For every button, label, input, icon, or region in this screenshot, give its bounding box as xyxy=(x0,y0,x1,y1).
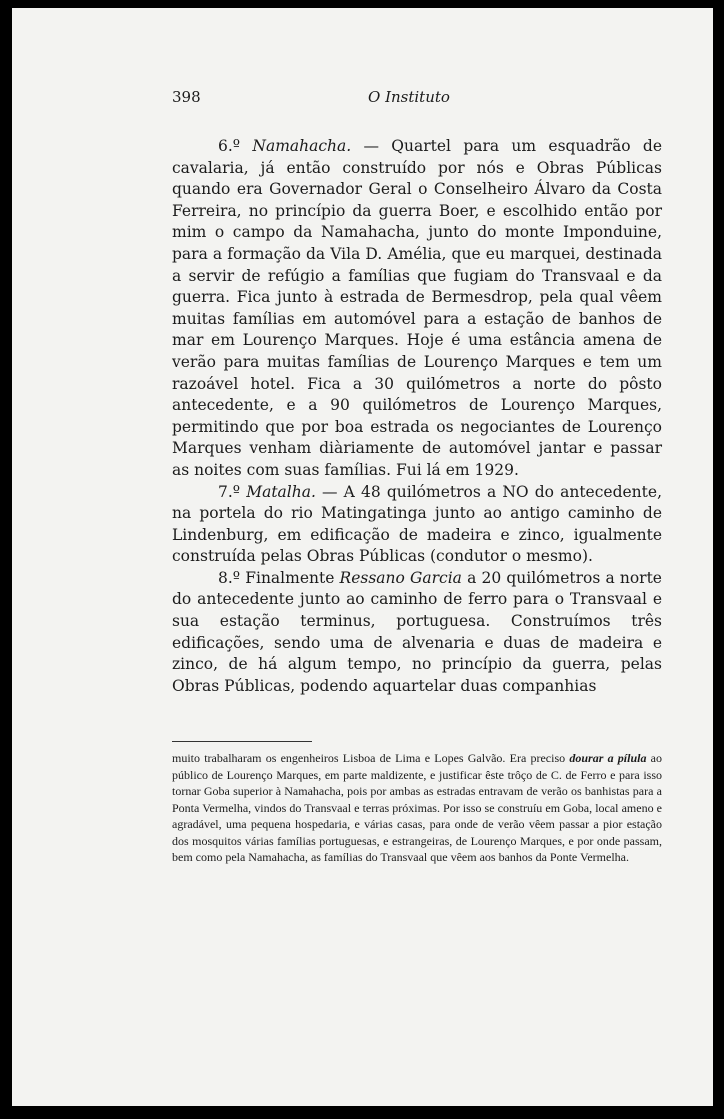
place-name: Matalha. xyxy=(246,482,316,501)
footnote-emphasis: dourar a pílula xyxy=(569,751,647,765)
main-text xyxy=(172,136,662,697)
item-number: 8.º xyxy=(218,568,241,587)
paragraph-6 xyxy=(172,136,662,482)
running-title: O Instituto xyxy=(368,88,450,106)
paragraph-text: — A 48 quilómetros a NO do antecedente, na portela do rio Matingatinga junto ao antigo caminho de Lindenburg, em edificação de madeira e zinco, igualmente construída pelas Obras Públicas (condutor o mesmo). xyxy=(172,482,662,566)
book-page xyxy=(12,8,713,1106)
paragraph-7 xyxy=(172,482,662,568)
item-number: 6.º xyxy=(218,137,241,155)
footnote-part: ao público de Lourenço Marques, em parte maldizente, e justificar êste trôço de C. de Ferro e para isso tornar Goba superior à Namahacha, pois por ambas as estradas entravam de verão os banhistas para a Ponta Vermelha, vindos do Transvaal e terras próximas. Por isso se construíu em Goba, local ameno e agradável, uma pequena hospedaria, e várias casas, para onde de verão vêem passar a pior estação dos mosquitos várias famílias portuguesas, e estrangeiras, de Lourenço Marques, e por onde passam, bem como pela Namahacha, as famílias do Transvaal que vêem aos banhos da Ponte Vermelha. xyxy=(172,751,663,864)
page-number: 398 xyxy=(172,88,201,106)
footnote-part: muito trabalharam os engenheiros Lisboa de Lima e Lopes Galvão. Era preciso xyxy=(172,751,570,765)
place-name: Ressano Garcia xyxy=(339,568,462,587)
item-number: 7.º xyxy=(218,482,241,501)
paragraph-text: — Quartel para um esquadrão de cavalaria, já então construído por nós e Obras Públicas quando era Governador Geral o Conselheiro Álvaro da Costa Ferreira, no princípio da guerra Boer, e escolhido então por mim o campo da Namahacha, junto do monte Imponduine, para a formação da Vila D. Amélia, que eu marquei, destinada a servir de refúgio a famílias que fugiam do Transvaal e da guerra. Fica junto à estrada de Bermesdrop, pela qual vêem muitas famílias em automóvel para a estação de banhos de mar em Lourenço Marques. Hoje é uma estância amena de verão para muitas famílias de Lourenço Marques e tem um razoável hotel. Fica a 30 quilómetros a norte do pôsto antecedente, e a 90 quilómetros de Lourenço Marques, permitindo que por boa estrada os negociantes de Lourenço Marques venham diàriamente de automóvel jantar e passar as noites com suas famílias. Fui lá em 1929. xyxy=(172,137,662,479)
footnote-text xyxy=(172,750,662,866)
paragraph-text: a 20 quilómetros a norte do antecedente junto ao caminho de ferro para o Transvaal e sua estação terminus, portuguesa. Construímos três edificações, sendo uma de alvenaria e duas de madeira e zinco, de há algum tempo, no princípio da guerra, pelas Obras Públicas, podendo aquartelar duas companhias xyxy=(172,568,662,695)
footnote-divider xyxy=(172,741,312,742)
page-header xyxy=(172,88,662,112)
place-name: Namahacha. xyxy=(252,137,352,155)
paragraph-lead: Finalmente xyxy=(240,568,340,587)
paragraph-8 xyxy=(172,568,662,698)
footnote xyxy=(172,750,662,866)
